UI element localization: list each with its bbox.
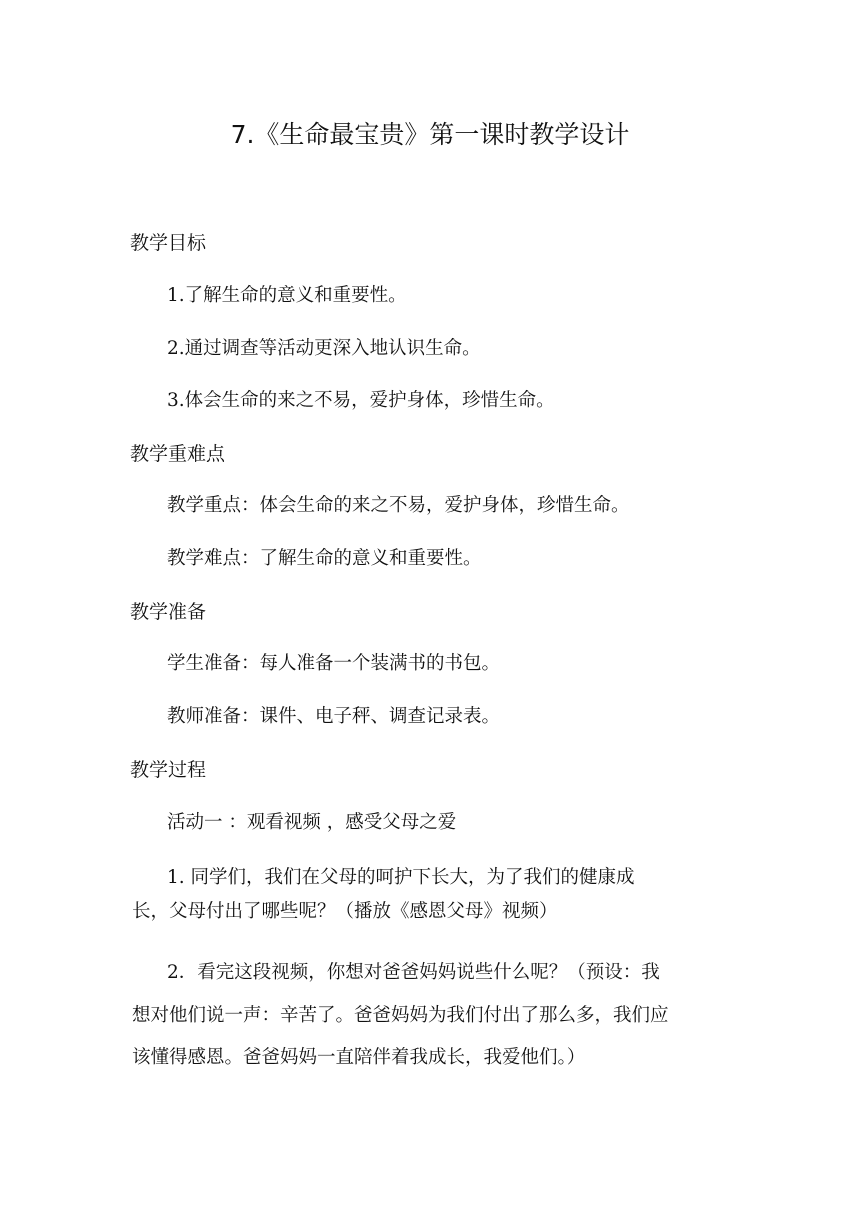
process-step-2-line-1: 2．看完这段视频，你想对爸爸妈妈说些什么呢？（预设：我 <box>167 962 660 983</box>
preparation-student: 学生准备：每人准备一个装满书的书包。 <box>167 653 501 674</box>
document-title: 7.《生命最宝贵》第一课时教学设计 <box>230 120 630 149</box>
key-point-difficulty: 教学难点：了解生命的意义和重要性。 <box>167 548 482 569</box>
section-heading-preparation: 教学准备 <box>130 601 207 623</box>
process-step-2-line-3: 该懂得感恩。爸爸妈妈一直陪伴着我成长，我爱他们。） <box>132 1047 586 1068</box>
key-point-focus: 教学重点：体会生命的来之不易，爱护身体，珍惜生命。 <box>167 495 630 516</box>
section-heading-objectives: 教学目标 <box>130 232 207 254</box>
objective-item-1: 1.了解生命的意义和重要性。 <box>167 285 407 306</box>
section-heading-key-points: 教学重难点 <box>130 443 226 465</box>
process-step-2-line-2: 想对他们说一声：辛苦了。爸爸妈妈为我们付出了那么多，我们应 <box>132 1005 669 1026</box>
process-activity-1: 活动一 ：观看视频 ，感受父母之爱 <box>167 812 457 833</box>
preparation-teacher: 教师准备：课件、电子秤、调查记录表。 <box>167 706 501 727</box>
objective-item-3: 3.体会生命的来之不易，爱护身体，珍惜生命。 <box>167 390 555 411</box>
section-heading-process: 教学过程 <box>130 759 207 781</box>
objective-item-2: 2.通过调查等活动更深入地认识生命。 <box>167 338 481 359</box>
process-step-1-line-2: 长，父母付出了哪些呢？（播放《感恩父母》视频） <box>132 901 558 922</box>
process-step-1-line-1: 1. 同学们，我们在父母的呵护下长大，为了我们的健康成 <box>167 867 635 888</box>
